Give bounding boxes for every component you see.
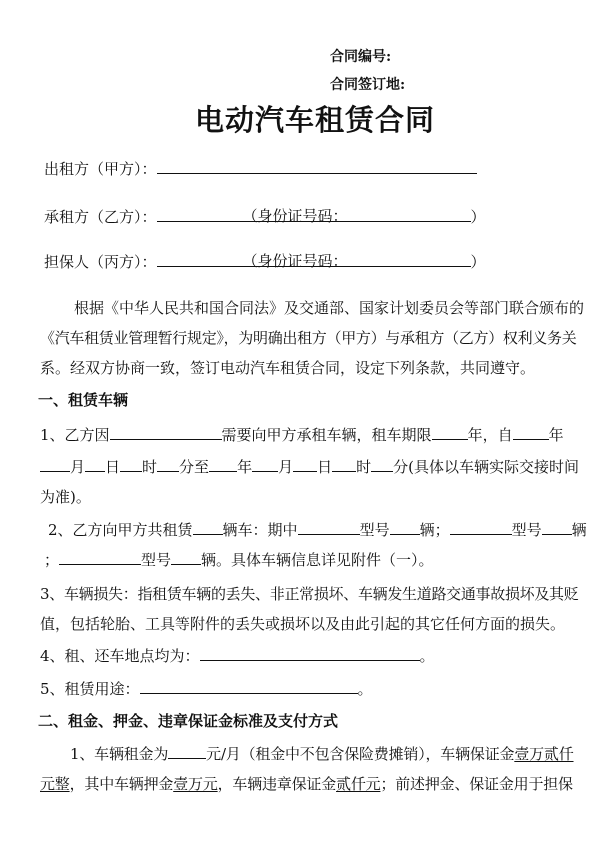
deposit-total-amount: 壹万贰仟 (514, 745, 574, 763)
lessor-label: 出租方（甲方）： (44, 160, 157, 178)
contract-sign-place-label: 合同签订地: (330, 77, 406, 93)
clause-text: 型号 (511, 521, 542, 539)
rental-purpose-blank[interactable] (140, 679, 358, 694)
clause-2-1-line-2 (40, 773, 573, 794)
clause-text: 。 (419, 647, 435, 665)
clause-text: 日 (105, 458, 121, 476)
purpose-blank[interactable] (110, 425, 222, 440)
clause-text: 辆； (419, 521, 450, 539)
guarantor-line (44, 251, 486, 272)
lessee-blank[interactable] (157, 207, 471, 225)
start-year-blank[interactable] (513, 425, 549, 440)
clause-text: 分(具体以车辆实际交接时间 (393, 458, 579, 476)
model-2-blank[interactable] (450, 520, 512, 535)
clause-text: 1、车辆租金为 (70, 745, 169, 763)
guarantor-id-label: （身份证号码： (242, 252, 348, 270)
clause-1-4 (40, 645, 435, 666)
guarantor-blank[interactable] (157, 252, 471, 270)
pickup-location-blank[interactable] (200, 646, 420, 661)
clause-text: ； (44, 551, 60, 569)
clause-text: 型号 (141, 551, 172, 569)
preamble-line-1: 根据《中华人民共和国合同法》及交通部、国家计划委员会等部门联合颁布的 (74, 299, 585, 317)
clause-text: 5、租赁用途： (40, 680, 140, 698)
clause-text: 分至 (179, 458, 210, 476)
clause-text: 年 (548, 426, 564, 444)
model-1-blank[interactable] (298, 520, 360, 535)
violation-deposit-amount: 贰仟元 (336, 775, 381, 793)
lessee-paren-close: ） (470, 208, 486, 226)
lessee-label: 承租方（乙方）： (44, 208, 157, 226)
model-1-count-blank[interactable] (390, 520, 420, 535)
clause-text: 型号 (359, 521, 390, 539)
clause-1-3-line-1: 3、车辆损失：指租赁车辆的丢失、非正常损坏、车辆发生道路交通事故损坏及其贬 (40, 585, 579, 603)
model-3-count-blank[interactable] (171, 550, 201, 565)
clause-text: 月 (70, 458, 86, 476)
lessee-id-label: （身份证号码： (242, 207, 348, 225)
guarantor-label: 担保人（丙方）： (44, 253, 157, 271)
clause-text: 1、乙方因 (40, 426, 110, 444)
document-title: 电动汽车租赁合同 (195, 103, 436, 137)
clause-1-3-line-2: 值，包括轮胎、工具等附件的丢失或损坏以及由此引起的其它任何方面的损失。 (40, 615, 566, 633)
clause-text: ；前述押金、保证金用于担保 (380, 775, 573, 793)
clause-text: 年 (237, 458, 253, 476)
clause-text: 4、租、还车地点均为： (40, 647, 200, 665)
clause-1-1-line-3: 为准)。 (40, 488, 91, 506)
lessee-line (44, 206, 486, 227)
lessor-blank[interactable] (157, 159, 477, 174)
vehicle-count-blank[interactable] (193, 520, 223, 535)
clause-text: 辆 (571, 521, 587, 539)
vehicle-deposit-amount: 壹万元 (173, 775, 218, 793)
clause-1-5 (40, 678, 373, 699)
start-month-blank[interactable] (40, 457, 70, 472)
start-minute-blank[interactable] (157, 457, 179, 472)
deposit-total-amount-end: 元整 (40, 775, 70, 793)
lessor-line (44, 158, 477, 179)
end-year-blank[interactable] (209, 457, 237, 472)
end-minute-blank[interactable] (371, 457, 393, 472)
end-month-blank[interactable] (252, 457, 278, 472)
clause-2-1-line-1 (70, 743, 574, 764)
clause-text: 时 (142, 458, 158, 476)
guarantor-paren-close: ） (470, 253, 486, 271)
clause-1-2-line-1 (48, 519, 587, 540)
start-hour-blank[interactable] (120, 457, 142, 472)
clause-text: 辆。具体车辆信息详见附件（一）。 (201, 551, 434, 569)
clause-text: 辆车：期中 (222, 521, 298, 539)
clause-text: 年，自 (467, 426, 513, 444)
preamble-line-2: 《汽车租赁业管理暂行规定》，为明确出租方（甲方）与承租方（乙方）权利义务关 (40, 329, 577, 347)
clause-1-1-line-2 (40, 456, 579, 477)
clause-text: 日 (317, 458, 333, 476)
clause-text: 。 (357, 680, 373, 698)
model-3-blank[interactable] (59, 550, 141, 565)
clause-text: 元/月（租金中不包含保险费摊销），车辆保证金 (206, 745, 515, 763)
clause-text: 2、乙方向甲方共租赁 (48, 521, 193, 539)
section-2-heading: 二、租金、押金、违章保证金标准及支付方式 (38, 712, 339, 730)
contract-number-label: 合同编号: (330, 49, 392, 65)
clause-text: 月 (278, 458, 294, 476)
clause-text: 需要向甲方承租车辆，租车期限 (221, 426, 432, 444)
monthly-rent-blank[interactable] (168, 744, 206, 759)
section-1-heading: 一、租赁车辆 (38, 391, 129, 409)
preamble-line-3: 系。经双方协商一致，签订电动汽车租赁合同，设定下列条款，共同遵守。 (40, 359, 536, 377)
end-hour-blank[interactable] (332, 457, 356, 472)
model-2-count-blank[interactable] (542, 520, 572, 535)
clause-text: ，车辆违章保证金 (217, 775, 337, 793)
clause-text: 时 (356, 458, 372, 476)
clause-1-1-line-1 (40, 424, 564, 445)
clause-1-2-line-2 (44, 549, 434, 570)
end-day-blank[interactable] (293, 457, 317, 472)
term-years-blank[interactable] (432, 425, 468, 440)
clause-text: ，其中车辆押金 (69, 775, 174, 793)
start-day-blank[interactable] (85, 457, 105, 472)
